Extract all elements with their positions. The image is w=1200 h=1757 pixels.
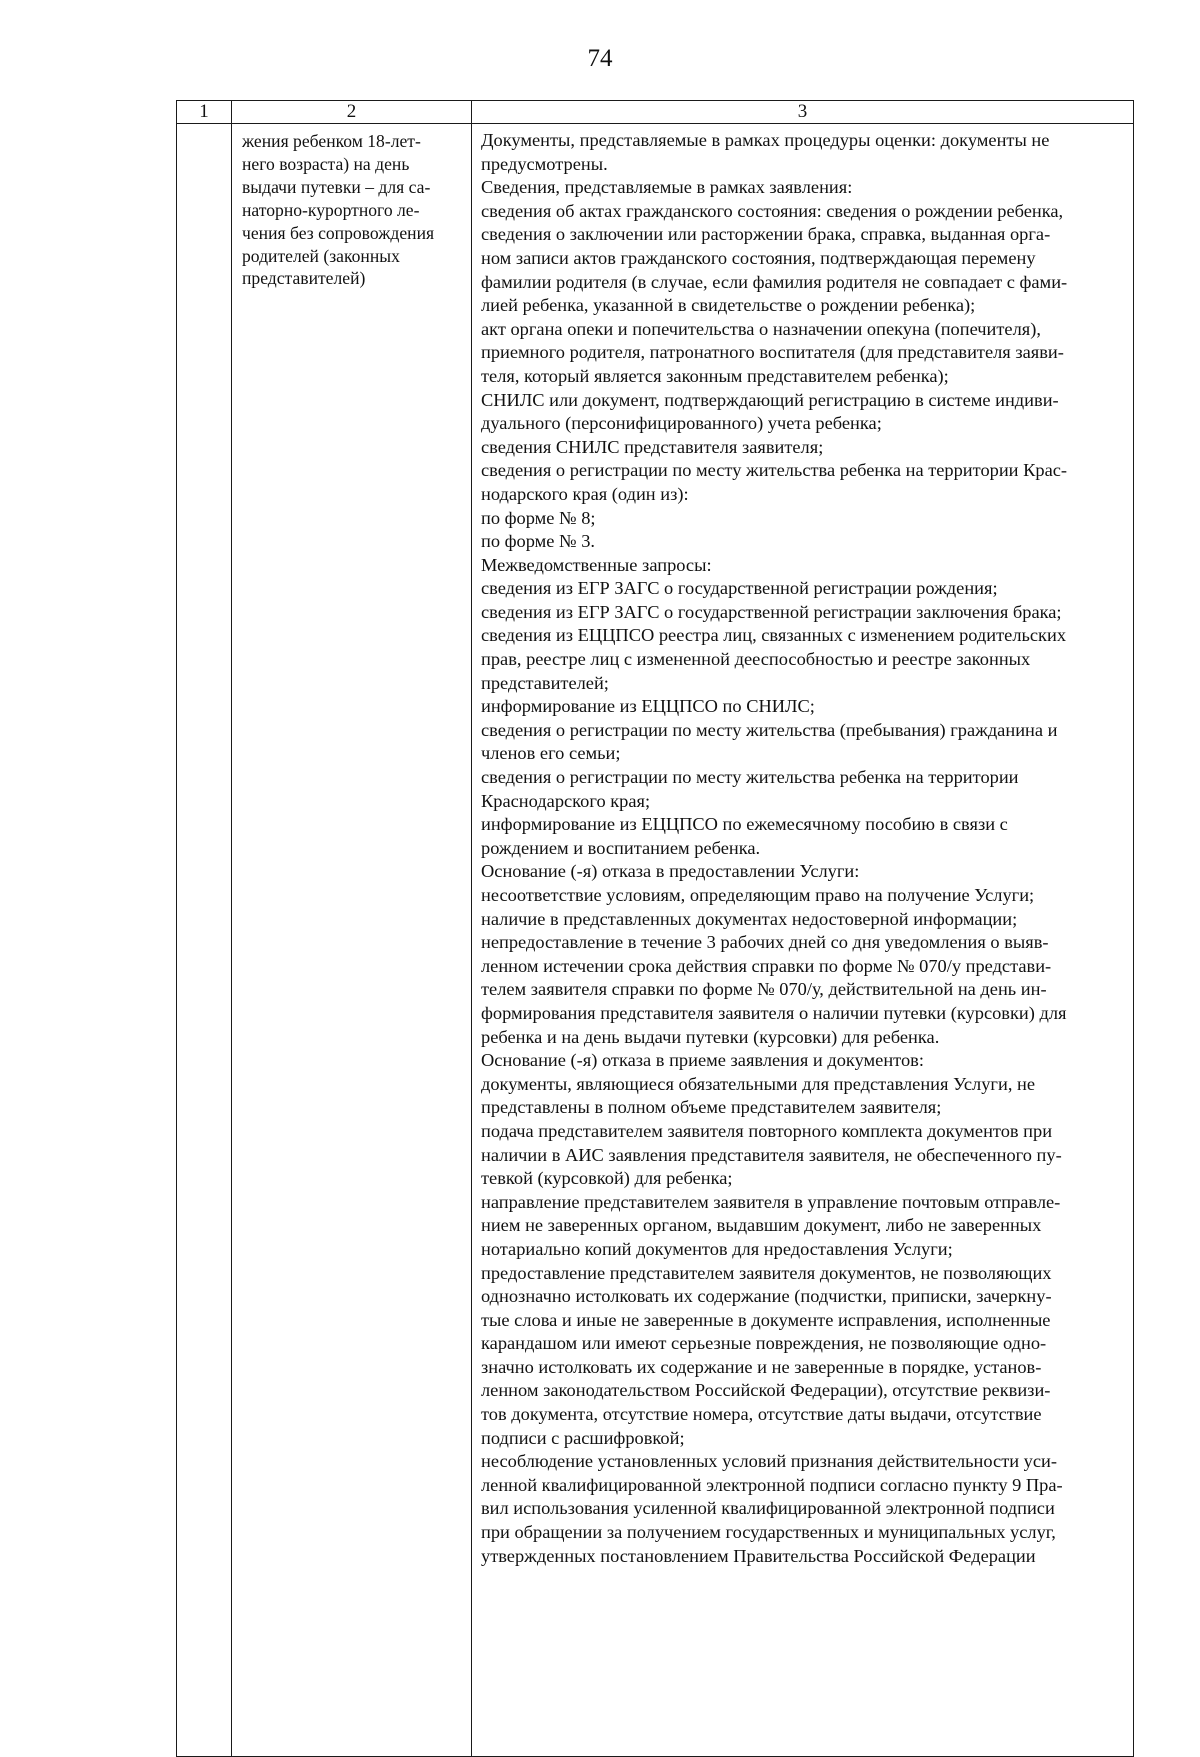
- col3-line: карандашом или имеют серьезные повреждения, не позволяющие одно-: [481, 1333, 1047, 1354]
- col3-line: ленном истечении срока действия справки по форме № 070/у представи-: [481, 955, 1052, 976]
- col3-line: сведения из ЕГР ЗАГС о государственной регистрации рождения;: [481, 578, 998, 599]
- cell-col-1: [177, 124, 232, 1757]
- col3-line: подача представителем заявителя повторного комплекта документов при: [481, 1120, 1053, 1141]
- col3-line: наличие в представленных документах недостоверной информации;: [481, 908, 1018, 929]
- col3-line: СНИЛС или документ, подтверждающий регистрацию в системе индиви-: [481, 389, 1059, 410]
- col3-line: предоставление представителем заявителя документов, не позволяющих: [481, 1262, 1052, 1283]
- col2-line: родителей (законных: [242, 245, 400, 266]
- col3-line: документы, являющиеся обязательными для представления Услуги, не: [481, 1073, 1036, 1094]
- col2-line: выдачи путевки – для са-: [242, 176, 431, 197]
- col3-line: нием не заверенных органом, выдавшим документ, либо не заверенных: [481, 1215, 1042, 1236]
- header-col-1: 1: [177, 101, 232, 124]
- header-col-2: 2: [232, 101, 472, 124]
- col3-line: лией ребенка, указанной в свидетельстве о рождении ребенка);: [481, 295, 976, 316]
- col2-line: жения ребенком 18-лет-: [242, 131, 421, 151]
- col3-line: сведения о заключении или расторжении брака, справка, выданная орга-: [481, 224, 1051, 245]
- col3-line: сведения СНИЛС представителя заявителя;: [481, 436, 824, 457]
- col3-line: приемного родителя, патронатного воспитателя (для представителя заяви-: [481, 342, 1064, 363]
- col2-line: него возраста) на день: [242, 153, 410, 174]
- col3-line: представлены в полном объеме представителем заявителя;: [481, 1097, 942, 1118]
- col3-line: наличии в АИС заявления представителя заявителя, не обеспеченного пу-: [481, 1144, 1062, 1165]
- page-number: 74: [587, 45, 613, 72]
- col3-line: рождением и воспитанием ребенка.: [481, 837, 761, 858]
- table-header-row: [177, 101, 1134, 124]
- col3-line: Документы, представляемые в рамках процедуры оценки: документы не: [481, 130, 1050, 150]
- col3-line: вил использования усиленной квалифицированной электронной подписи: [481, 1498, 1055, 1519]
- col3-line: прав, реестре лиц с измененной дееспособностью и реестре законных: [481, 649, 1031, 670]
- col3-line: несоблюдение установленных условий признания действительности уси-: [481, 1451, 1057, 1472]
- col3-line: сведения об актах гражданского состояния: сведения о рождении ребенка,: [481, 200, 1064, 221]
- col2-line: чения без сопровождения: [242, 222, 435, 243]
- regulation-table: [176, 100, 1134, 1757]
- col3-line: направление представителем заявителя в управление почтовым отправле-: [481, 1191, 1061, 1212]
- col3-line: дуального (персонифицированного) учета ребенка;: [481, 413, 882, 434]
- col3-line: сведения о регистрации по месту жительства ребенка на территории: [481, 767, 1019, 788]
- col3-line: нотариально копий документов для нредоставления Услуги;: [481, 1238, 953, 1259]
- col3-line: ленной квалифицированной электронной подписи согласно пункту 9 Пра-: [481, 1474, 1063, 1495]
- col3-line: при обращении за получением государственных и муниципальных услуг,: [481, 1522, 1056, 1543]
- col3-line: ленном законодательством Российской Федерации), отсутствие реквизи-: [481, 1380, 1051, 1401]
- col3-line: ребенка и на день выдачи путевки (курсовки) для ребенка.: [481, 1026, 940, 1047]
- col3-line: ном записи актов гражданского состояния, подтверждающая перемену: [481, 247, 1036, 268]
- col3-line: подписи с расшифровкой;: [481, 1427, 685, 1448]
- col3-line: однозначно истолковать их содержание (подчистки, приписки, зачеркну-: [481, 1286, 1052, 1307]
- col3-line: нодарского края (один из):: [481, 483, 689, 504]
- col3-line: теля, который является законным представителем ребенка);: [481, 365, 949, 386]
- cell-col-2: [232, 124, 472, 1757]
- col3-line: по форме № 8;: [481, 507, 596, 528]
- cell-col-3: [472, 124, 1134, 1757]
- col3-line: сведения из ЕЦЦПСО реестра лиц, связанных с изменением родительских: [481, 625, 1067, 646]
- col3-line: сведения о регистрации по месту жительства ребенка на территории Крас-: [481, 460, 1068, 481]
- col3-line: акт органа опеки и попечительства о назначении опекуна (попечителя),: [481, 318, 1041, 339]
- col2-line: наторно-курортного ле-: [242, 199, 420, 220]
- col3-line: предусмотрены.: [481, 153, 608, 174]
- col3-line: тов документа, отсутствие номера, отсутствие даты выдачи, отсутствие: [481, 1404, 1042, 1425]
- col3-line: сведения из ЕГР ЗАГС о государственной регистрации заключения брака;: [481, 601, 1062, 622]
- col3-line: по форме № 3.: [481, 531, 595, 552]
- col3-line: Межведомственные запросы:: [481, 554, 712, 575]
- header-col-3: 3: [472, 101, 1134, 124]
- col3-line: сведения о регистрации по месту жительства (пребывания) гражданина и: [481, 719, 1058, 740]
- col3-line: Сведения, представляемые в рамках заявления:: [481, 177, 853, 198]
- col3-line: информирование из ЕЦЦПСО по ежемесячному пособию в связи с: [481, 814, 1008, 835]
- col3-line: телем заявителя справки по форме № 070/у, действительной на день ин-: [481, 979, 1047, 1000]
- table-row: [177, 124, 1134, 1757]
- col3-line: утвержденных постановлением Правительства Российской Федерации: [481, 1545, 1036, 1566]
- col3-line: непредоставление в течение 3 рабочих дней со дня уведомления о выяв-: [481, 932, 1049, 953]
- col3-line: Основание (-я) отказа в предоставлении Услуги:: [481, 861, 860, 882]
- col3-line: формирования представителя заявителя о наличии путевки (курсовки) для: [481, 1002, 1067, 1023]
- col3-line: значно истолковать их содержание и не заверенные в порядке, установ-: [481, 1356, 1042, 1377]
- col3-line: несоответствие условиям, определяющим право на получение Услуги;: [481, 885, 1035, 905]
- col3-line: Основание (-я) отказа в приеме заявления и документов:: [481, 1050, 924, 1071]
- col2-line: представителей): [242, 268, 366, 289]
- col3-line: Краснодарского края;: [481, 790, 651, 811]
- col3-line: представителей;: [481, 672, 609, 693]
- col3-line: членов его семьи;: [481, 743, 621, 764]
- col3-line: тые слова и иные не заверенные в документе исправления, исполненные: [481, 1309, 1051, 1330]
- col3-line: фамилии родителя (в случае, если фамилия родителя не совпадает с фами-: [481, 271, 1068, 292]
- col3-line: тевкой (курсовкой) для ребенка;: [481, 1168, 733, 1189]
- col3-line: информирование из ЕЦЦПСО по СНИЛС;: [481, 696, 815, 717]
